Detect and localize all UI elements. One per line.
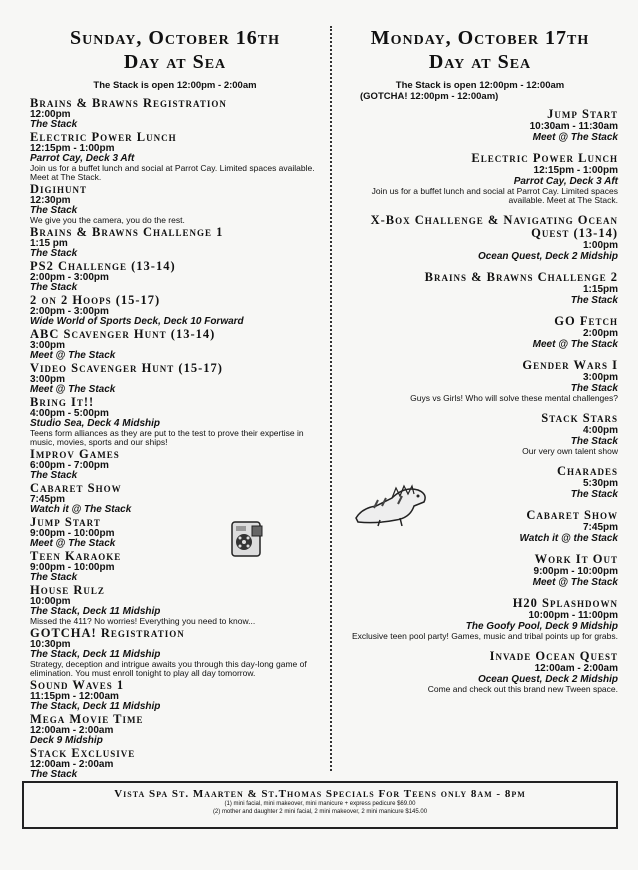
event-title: Electric Power Lunch — [30, 130, 177, 144]
event-description: Missed the 411? No worries! Everything you need to know... — [30, 616, 256, 626]
event-location: The Stack — [570, 436, 618, 447]
event-location: Ocean Quest, Deck 2 Midship — [477, 251, 618, 262]
event-location: The Stack — [30, 470, 78, 481]
event-location: The Stack, Deck 11 Midship — [30, 649, 161, 660]
monday-gotcha-hours: (GOTCHA! 12:00pm - 12:00am) — [360, 91, 499, 102]
event-title: Brains & Brawns Challenge 2 — [424, 270, 618, 284]
event-location: The Stack — [30, 282, 78, 293]
sunday-event-list — [30, 97, 320, 780]
event-location: Meet @ The Stack — [532, 132, 618, 143]
event-time: 4:00pm — [582, 425, 618, 436]
event-time: 12:30pm — [30, 195, 71, 206]
event-time: 10:30am - 11:30am — [529, 121, 618, 132]
event-location: The Stack — [30, 205, 78, 216]
event-location: The Stack — [30, 119, 78, 130]
event-title: Charades — [556, 464, 618, 478]
event-time: 12:00am - 2:00am — [30, 759, 114, 770]
event-item — [30, 362, 320, 395]
event-location: Watch it @ the Stack — [519, 533, 618, 544]
event-time: 7:45pm — [30, 494, 66, 505]
event-location: Meet @ The Stack — [30, 350, 116, 361]
sunday-column — [30, 26, 320, 781]
event-title: Stack Exclusive — [30, 746, 136, 760]
event-item — [342, 315, 618, 350]
event-time: 11:15pm - 12:00am — [30, 691, 119, 702]
event-item — [30, 747, 320, 780]
event-location: Meet @ The Stack — [532, 577, 618, 588]
event-item — [342, 359, 618, 403]
spa-specials-box — [22, 781, 618, 829]
event-location: Meet @ The Stack — [532, 339, 618, 350]
monday-event-list — [342, 108, 618, 694]
event-description: Teens form alliances as they are put to the test to prove their expertise in music, movies, sports and our ships! — [30, 428, 304, 447]
event-item — [30, 294, 320, 327]
event-location: Ocean Quest, Deck 2 Midship — [477, 674, 618, 685]
event-description: Exclusive teen pool party! Games, music and tribal points up for grabs. — [352, 631, 618, 641]
event-location: Watch it @ The Stack — [30, 504, 132, 515]
event-time: 12:00am - 2:00am — [534, 663, 618, 674]
event-location: The Stack — [570, 489, 618, 500]
event-item — [342, 597, 618, 641]
event-title: Stack Stars — [541, 411, 618, 425]
event-title: ABC Scavenger Hunt (13-14) — [30, 327, 216, 341]
event-item — [30, 328, 320, 361]
event-item — [30, 584, 320, 626]
event-title: House Rulz — [30, 583, 105, 597]
event-time: 3:00pm — [30, 340, 66, 351]
event-title: Mega Movie Time — [30, 712, 144, 726]
event-time: 10:30pm — [30, 639, 71, 650]
event-time: 9:00pm - 10:00pm — [30, 562, 115, 573]
event-item — [30, 627, 320, 678]
event-description: Join us for a buffet lunch and social at Parrot Cay. Limited spaces available. Meet at The Stack. — [30, 163, 315, 182]
event-location: Meet @ The Stack — [30, 538, 116, 549]
event-item — [30, 260, 320, 293]
event-time: 2:00pm - 3:00pm — [30, 272, 109, 283]
event-title: Digihunt — [30, 182, 88, 196]
event-item — [342, 108, 618, 143]
event-item — [342, 214, 618, 262]
event-time: 12:00am - 2:00am — [30, 725, 114, 736]
event-time: 3:00pm — [30, 374, 66, 385]
event-title: Cabaret Show — [526, 508, 618, 522]
film-reel-icon — [230, 520, 266, 560]
event-time: 10:00pm — [30, 596, 71, 607]
event-title: Video Scavenger Hunt (15-17) — [30, 361, 223, 375]
spa-special-2: (2) mother and daughter 2 mini facial, 2 mini makeover, 2 mini manicure $145.00 — [212, 809, 428, 815]
event-title: Jump Start — [547, 107, 618, 121]
monday-title: Monday, October 17th — [370, 27, 590, 49]
event-title: Brains & Brawns Challenge 1 — [30, 225, 224, 239]
event-item — [342, 271, 618, 306]
event-time: 2:00pm - 3:00pm — [30, 306, 109, 317]
event-title: 2 on 2 Hoops (15-17) — [30, 293, 161, 307]
monday-column — [342, 26, 618, 703]
event-title: Improv Games — [30, 447, 120, 461]
event-location: The Goofy Pool, Deck 9 Midship — [465, 621, 618, 632]
event-title: GO Fetch — [554, 314, 618, 328]
event-description: Come and check out this brand new Tween space. — [427, 684, 618, 694]
sunday-open-hours: The Stack is open 12:00pm - 2:00am — [93, 80, 257, 91]
event-item — [30, 396, 320, 447]
event-description: We give you the camera, you do the rest. — [30, 215, 185, 225]
event-title: Brains & Brawns Registration — [30, 96, 227, 110]
event-location: Parrot Cay, Deck 3 Aft — [513, 176, 618, 187]
event-time: 1:15pm — [582, 284, 618, 295]
event-location: The Stack — [570, 295, 618, 306]
event-item — [30, 448, 320, 481]
event-title: Teen Karaoke — [30, 549, 122, 563]
event-time: 7:45pm — [582, 522, 618, 533]
event-location: Studio Sea, Deck 4 Midship — [30, 418, 161, 429]
event-item — [342, 152, 618, 205]
event-time: 5:30pm — [582, 478, 618, 489]
event-title: X-Box Challenge & Navigating Ocean Quest (13-14) — [370, 213, 618, 240]
event-time: 12:15pm - 1:00pm — [30, 143, 115, 154]
event-title: Sound Waves 1 — [30, 678, 125, 692]
event-description: Our very own talent show — [522, 446, 618, 456]
event-title: Jump Start — [30, 515, 101, 529]
event-title: Electric Power Lunch — [471, 151, 618, 165]
spa-special-1: (1) mini facial, mini makeover, mini manicure + express pedicure $69.00 — [224, 801, 416, 807]
event-time: 2:00pm — [582, 328, 618, 339]
event-location: The Stack — [30, 769, 78, 780]
monday-subtitle: Day at Sea — [428, 51, 532, 73]
event-item — [30, 482, 320, 515]
monday-open-hours: The Stack is open 12:00pm - 12:00am — [395, 80, 565, 91]
event-location: The Stack — [30, 248, 78, 259]
event-description: Guys vs Girls! Who will solve these mental challenges? — [410, 393, 618, 403]
event-item — [30, 679, 320, 712]
event-title: GOTCHA! Registration — [30, 626, 185, 640]
event-time: 6:00pm - 7:00pm — [30, 460, 109, 471]
event-item — [30, 97, 320, 130]
event-item — [30, 226, 320, 259]
dinosaur-toy-icon — [352, 478, 432, 528]
event-title: H20 Splashdown — [512, 596, 618, 610]
event-description: Join us for a buffet lunch and social at Parrot Cay. Limited spaces available. Meet at The Stack. — [371, 186, 618, 205]
event-item — [342, 650, 618, 694]
event-time: 9:00pm - 10:00pm — [30, 528, 115, 539]
event-location: The Stack — [30, 572, 78, 583]
event-title: Bring It!! — [30, 395, 95, 409]
event-item — [30, 516, 320, 549]
event-title: Work It Out — [534, 552, 618, 566]
event-item — [342, 412, 618, 456]
event-time: 10:00pm - 11:00pm — [528, 610, 618, 621]
event-item — [30, 550, 320, 583]
event-time: 1:15 pm — [30, 238, 68, 249]
event-location: Deck 9 Midship — [30, 735, 103, 746]
event-title: Cabaret Show — [30, 481, 122, 495]
sunday-subtitle: Day at Sea — [123, 51, 227, 73]
event-time: 3:00pm — [582, 372, 618, 383]
event-title: Invade Ocean Quest — [489, 649, 618, 663]
event-location: The Stack, Deck 11 Midship — [30, 606, 161, 617]
event-location: Parrot Cay, Deck 3 Aft — [30, 153, 135, 164]
event-time: 4:00pm - 5:00pm — [30, 408, 109, 419]
event-location: Wide World of Sports Deck, Deck 10 Forward — [30, 316, 244, 327]
event-location: The Stack, Deck 11 Midship — [30, 701, 161, 712]
event-item — [342, 553, 618, 588]
event-time: 12:00pm — [30, 109, 71, 120]
event-location: Meet @ The Stack — [30, 384, 116, 395]
event-description: Strategy, deception and intrigue awaits you through this day-long game of elimination. You must enroll tonight to play all day tomorrow. — [30, 659, 307, 678]
column-divider — [330, 26, 332, 771]
event-time: 1:00pm — [582, 240, 618, 251]
event-title: PS2 Challenge (13-14) — [30, 259, 176, 273]
event-time: 9:00pm - 10:00pm — [533, 566, 618, 577]
event-time: 12:15pm - 1:00pm — [533, 165, 618, 176]
event-title: Gender Wars I — [522, 358, 618, 372]
sunday-title: Sunday, October 16th — [69, 27, 281, 49]
event-item — [30, 131, 320, 182]
event-item — [30, 183, 320, 225]
spa-specials-title: Vista Spa St. Maarten & St.Thomas Specials For Teens only 8am - 8pm — [114, 788, 526, 800]
event-location: The Stack — [570, 383, 618, 394]
event-item — [30, 713, 320, 746]
